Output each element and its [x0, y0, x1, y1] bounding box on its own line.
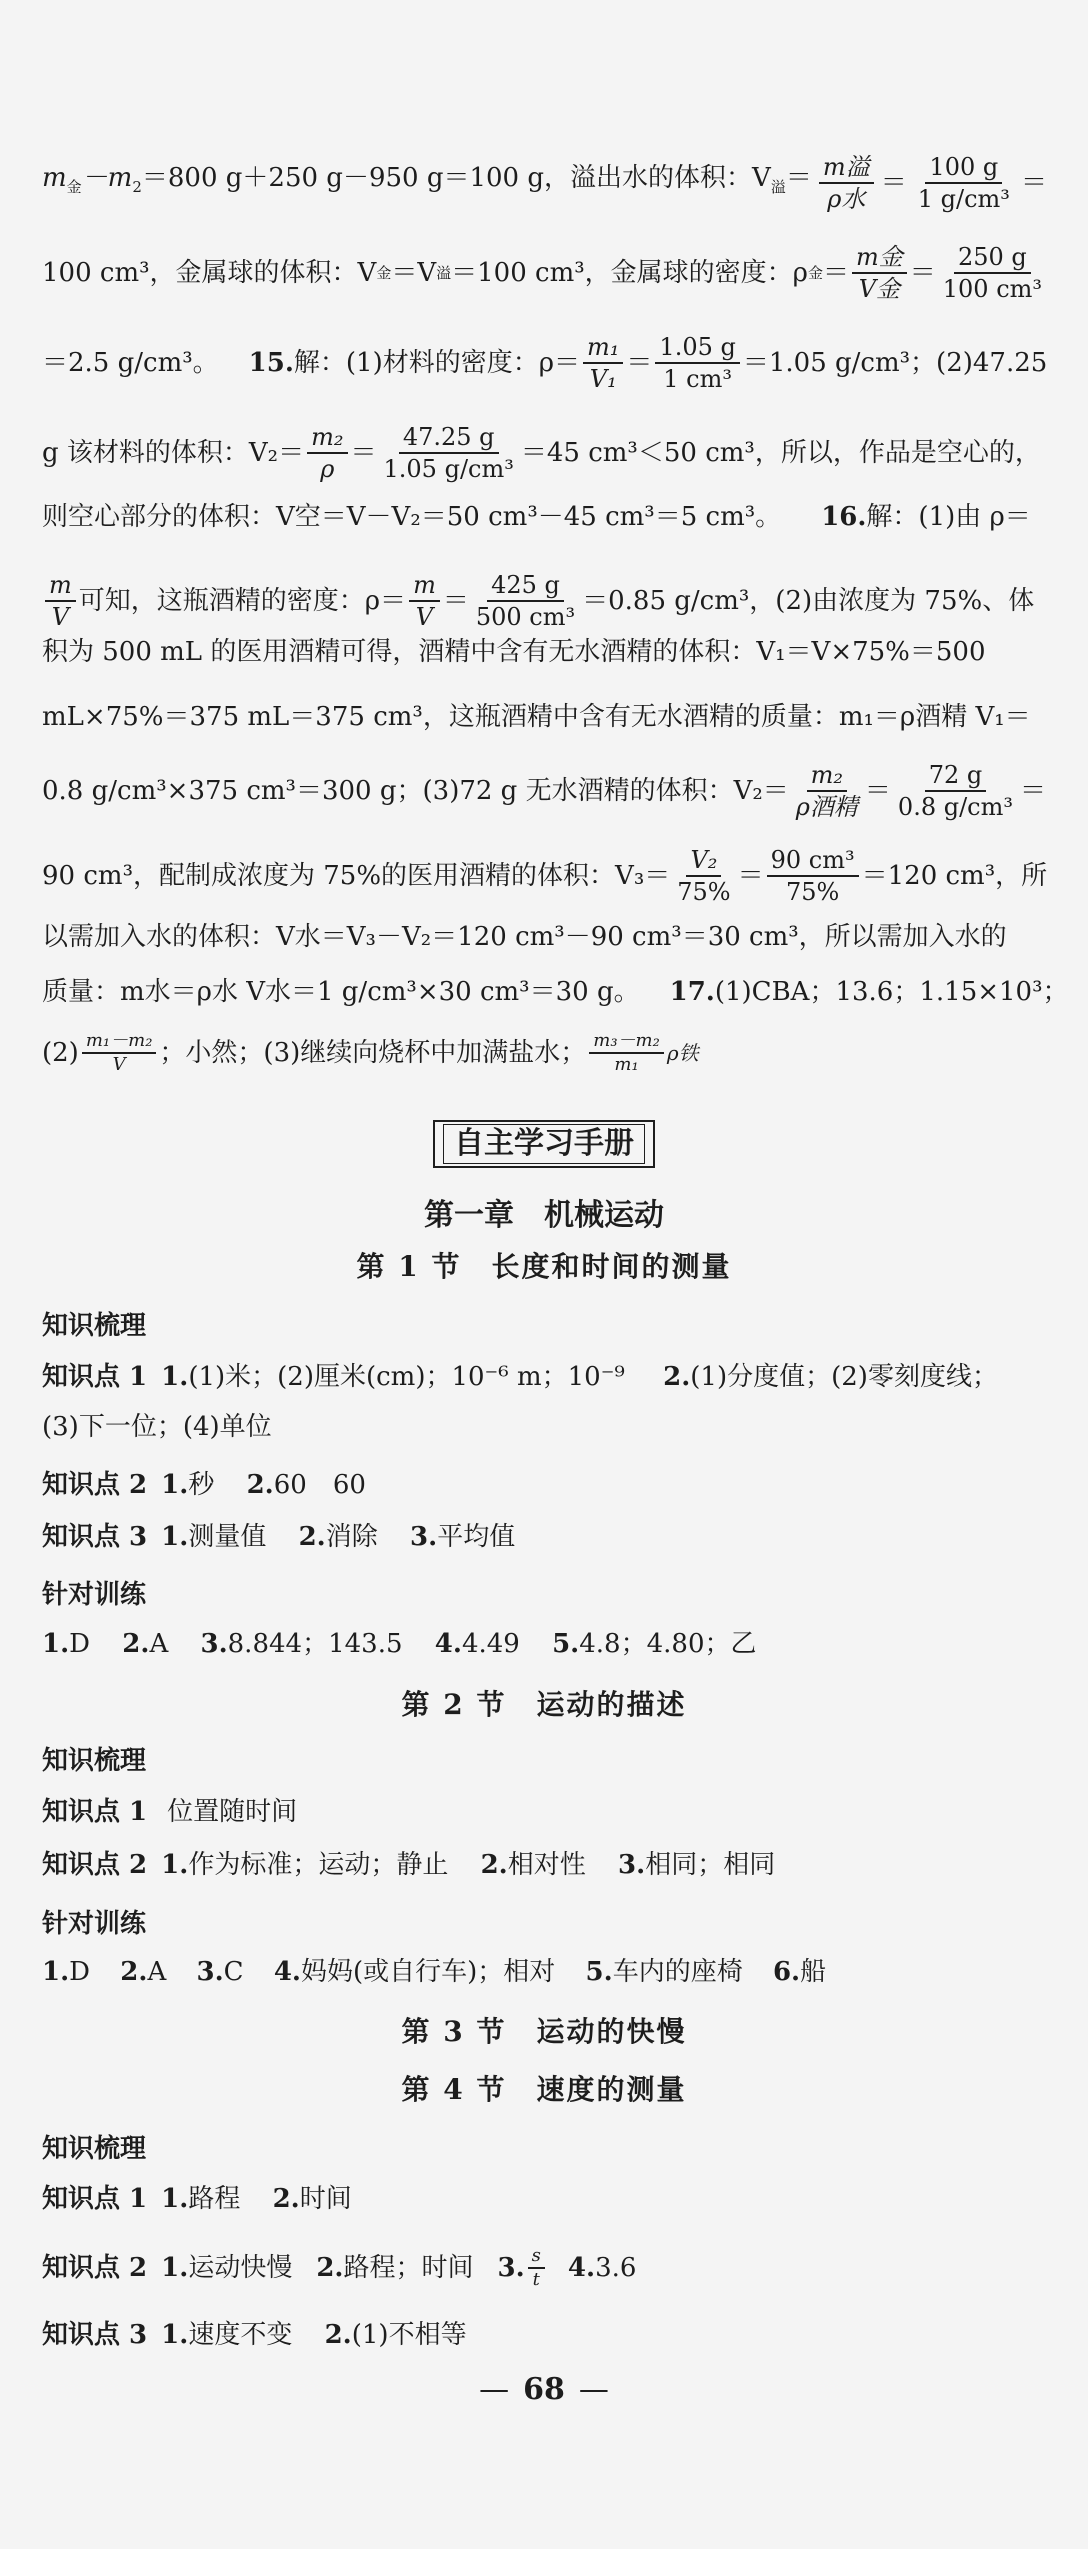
answer-line-5: 则空心部分的体积：V空＝V－V₂＝50 cm³－45 cm³＝5 cm³。 16.解：(1)由 ρ＝: [42, 502, 1031, 532]
fraction: 425 g 500 cm³: [475, 571, 576, 631]
section-heading: 针对训练: [42, 1909, 147, 1939]
fraction: 90 cm³ 75%: [767, 845, 859, 907]
knowledge-point-1-cont: (3)下一位；(4)单位: [42, 1412, 272, 1442]
fraction: m V: [409, 570, 440, 632]
answer-line-10: 90 cm³，配制成浓度为 75%的医用酒精的体积：V₃＝ V₂ 75% ＝ 90 cm³ 75% ＝120 cm³，所: [42, 846, 1048, 906]
answer-line-13: (2) m₁－m₂ V ；小然；(3)继续向烧杯中加满盐水； m₃－m₂ m₁ ρ铁: [42, 1030, 699, 1075]
fraction: m₃－m₂ m₁: [589, 1030, 664, 1076]
fraction: V₂ 75%: [677, 846, 731, 906]
fraction: 72 g 0.8 g/cm³: [897, 761, 1013, 821]
fraction: m溢 ρ水: [819, 152, 874, 214]
section-heading: 知识梳理: [42, 2134, 147, 2164]
s2-knowledge-point-2: 知识点 2 1.作为标准；运动；静止 2.相对性 3.相同；相同: [42, 1850, 776, 1880]
section-heading: 针对训练: [42, 1580, 147, 1610]
knowledge-point-1: 知识点 1 1.(1)米；(2)厘米(cm)；10⁻⁶ m；10⁻⁹ 2.(1)分度值；(2)零刻度线；: [42, 1362, 998, 1392]
answer-line-6: m V 可知，这瓶酒精的密度：ρ＝ m V ＝ 425 g 500 cm³ ＝0.85 g/cm³，(2)由浓度为 75%、体: [42, 570, 1034, 632]
fraction: 1.05 g 1 cm³: [655, 332, 739, 394]
fraction: 100 g 1 g/cm³: [917, 153, 1010, 213]
s3-knowledge-point-2: 知识点 2 1. 运动快慢 2. 路程；时间 3. s t 4. 3.6: [42, 2245, 637, 2290]
fraction: m₂ ρ酒精: [795, 761, 858, 821]
manual-title: 自主学习手册: [0, 1120, 1088, 1168]
fraction: m₁－m₂ V: [82, 1030, 157, 1076]
fraction: m₁ V₁: [583, 332, 623, 394]
answer-line-3: ＝2.5 g/cm³。 15. 解：(1)材料的密度：ρ＝ m₁ V₁ ＝ 1.05 g 1 cm³ ＝1.05 g/cm³；(2)47.25: [42, 333, 1048, 393]
page-number: — 68 —: [479, 2372, 609, 2407]
fraction: m₂ ρ: [307, 422, 347, 484]
answer-line-4: g 该材料的体积：V₂＝ m₂ ρ ＝ 47.25 g 1.05 g/cm³ ＝45 cm³＜50 cm³，所以，作品是空心的，: [42, 423, 1041, 483]
fraction: s t: [528, 2245, 545, 2291]
section-title-2: 第 2 节 运动的描述: [401, 1688, 687, 1721]
section-title-1: 第 1 节 长度和时间的测量: [356, 1250, 732, 1283]
answer-line-7: 积为 500 mL 的医用酒精可得，酒精中含有无水酒精的体积：V₁＝V×75%＝500: [42, 637, 986, 667]
knowledge-point-2: 知识点 2 1.秒 2.60 60: [42, 1470, 366, 1500]
answer-line-12: 质量：m水＝ρ水 V水＝1 g/cm³×30 cm³＝30 g。 17.(1)CBA；13.6；1.15×10³；: [42, 977, 1069, 1007]
knowledge-point-3: 知识点 3 1.测量值 2.消除 3.平均值: [42, 1522, 516, 1552]
answer-line-1: $m_金-m_2=800$ g＋250 g－950 g＝100 g，溢出水的体积：$V_溢=$ m溢 ρ水 ＝ 100 g 1 g/cm³ ＝: [42, 153, 1047, 213]
training-answers-2: 1.D 2.A 3.C 4.妈妈(或自行车)；相对 5.车内的座椅 6.船: [42, 1957, 827, 1987]
fraction: 47.25 g 1.05 g/cm³: [383, 423, 514, 483]
answer-line-9: 0.8 g/cm³×375 cm³＝300 g；(3)72 g 无水酒精的体积：V₂＝ m₂ ρ酒精 ＝ 72 g 0.8 g/cm³ ＝: [42, 761, 1047, 821]
section-heading: 知识梳理: [42, 1746, 147, 1776]
answer-line-11: 以需加入水的体积：V水＝V₃－V₂＝120 cm³－90 cm³＝30 cm³，所以需加入水的: [42, 922, 1007, 952]
section-title-3: 第 3 节 运动的快慢: [401, 2015, 687, 2048]
s2-knowledge-point-1: 知识点 1 位置随时间: [42, 1797, 298, 1827]
fraction: 250 g 100 cm³: [942, 243, 1043, 303]
fraction: m金 V金: [852, 242, 907, 304]
chapter-title: 第一章 机械运动: [424, 1198, 664, 1233]
s3-knowledge-point-3: 知识点 3 1.速度不变 2.(1)不相等: [42, 2320, 467, 2350]
training-answers-1: 1.D 2.A 3.8.844；143.5 4.4.49 5.4.8；4.80；乙: [42, 1629, 757, 1659]
answer-line-2: 100 cm³，金属球的体积：V 金 ＝V 溢 ＝100 cm³，金属球的密度：ρ 金 ＝ m金 V金 ＝ 250 g 100 cm³: [42, 242, 1049, 304]
fraction: m V: [45, 570, 76, 632]
s3-knowledge-point-1: 知识点 1 1.路程 2.时间: [42, 2184, 352, 2214]
section-title-4: 第 4 节 速度的测量: [401, 2073, 687, 2106]
section-heading: 知识梳理: [42, 1311, 147, 1341]
answer-line-8: mL×75%＝375 mL＝375 cm³，这瓶酒精中含有无水酒精的质量：m₁＝ρ酒精 V₁＝: [42, 702, 1031, 732]
